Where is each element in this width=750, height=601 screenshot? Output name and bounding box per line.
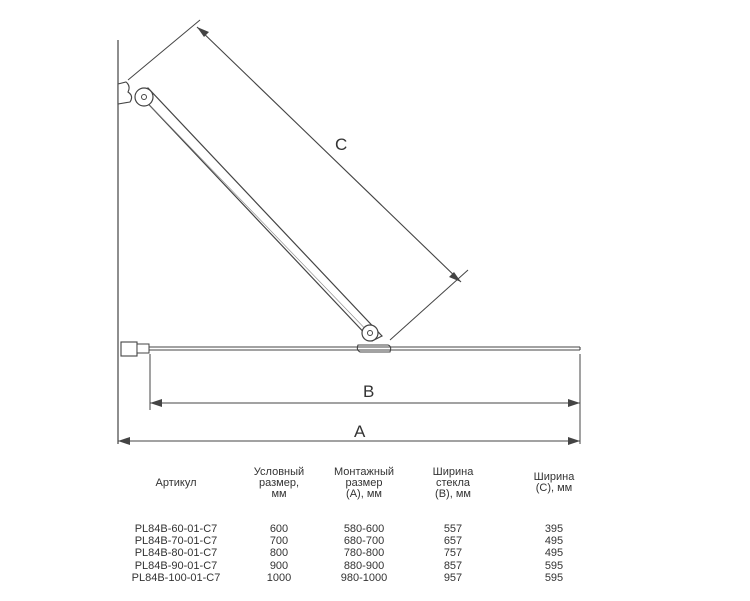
dimension-c [197,27,461,282]
header-nominal-size: Условный размер, мм [253,465,305,500]
cell-article: PL84B-60-01-C7 [134,523,218,536]
cell-c: 395 [544,523,564,536]
cell-c: 595 [544,571,564,584]
cell-nominal: 700 [269,535,289,548]
cell-c: 495 [544,535,564,548]
wall-hinge [118,82,132,104]
cell-article: PL84B-90-01-C7 [134,559,218,572]
table-row [112,523,612,535]
cell-c: 595 [544,559,564,572]
table-row [112,560,612,572]
spec-table-header [112,463,612,523]
cell-mounting: 880-900 [343,559,385,572]
door-bar [135,88,382,341]
table-row [112,547,612,559]
cell-nominal: 900 [269,559,289,572]
label-a: A [354,422,366,441]
cell-c: 495 [544,547,564,560]
cell-glass: 757 [443,547,463,560]
label-b: B [363,382,375,401]
table-row [112,572,612,584]
cell-article: PL84B-100-01-C7 [131,571,221,584]
dimension-a [118,437,580,445]
label-c: C [335,135,348,154]
cell-mounting: 580-600 [343,523,385,536]
cell-mounting: 780-800 [343,547,385,560]
spec-table [112,463,612,584]
glass-panel [121,342,580,356]
header-glass-width: Ширина стекла (В), мм [432,465,474,500]
cell-glass: 657 [443,535,463,548]
cell-glass: 857 [443,559,463,572]
header-article: Артикул [155,476,197,489]
table-row [112,535,612,547]
cell-nominal: 1000 [266,571,292,584]
cell-article: PL84B-70-01-C7 [134,535,218,548]
cell-article: PL84B-80-01-C7 [134,547,218,560]
cell-glass: 557 [443,523,463,536]
cell-mounting: 980-1000 [340,571,388,584]
c-extension-bottom [390,270,468,340]
cell-nominal: 600 [269,523,289,536]
cell-mounting: 680-700 [343,535,385,548]
cell-glass: 957 [443,571,463,584]
header-c-width: Ширина (С), мм [533,471,575,494]
c-extension-top [128,20,200,80]
header-mounting-size: Монтажный размер (А), мм [334,465,394,500]
cell-nominal: 800 [269,547,289,560]
